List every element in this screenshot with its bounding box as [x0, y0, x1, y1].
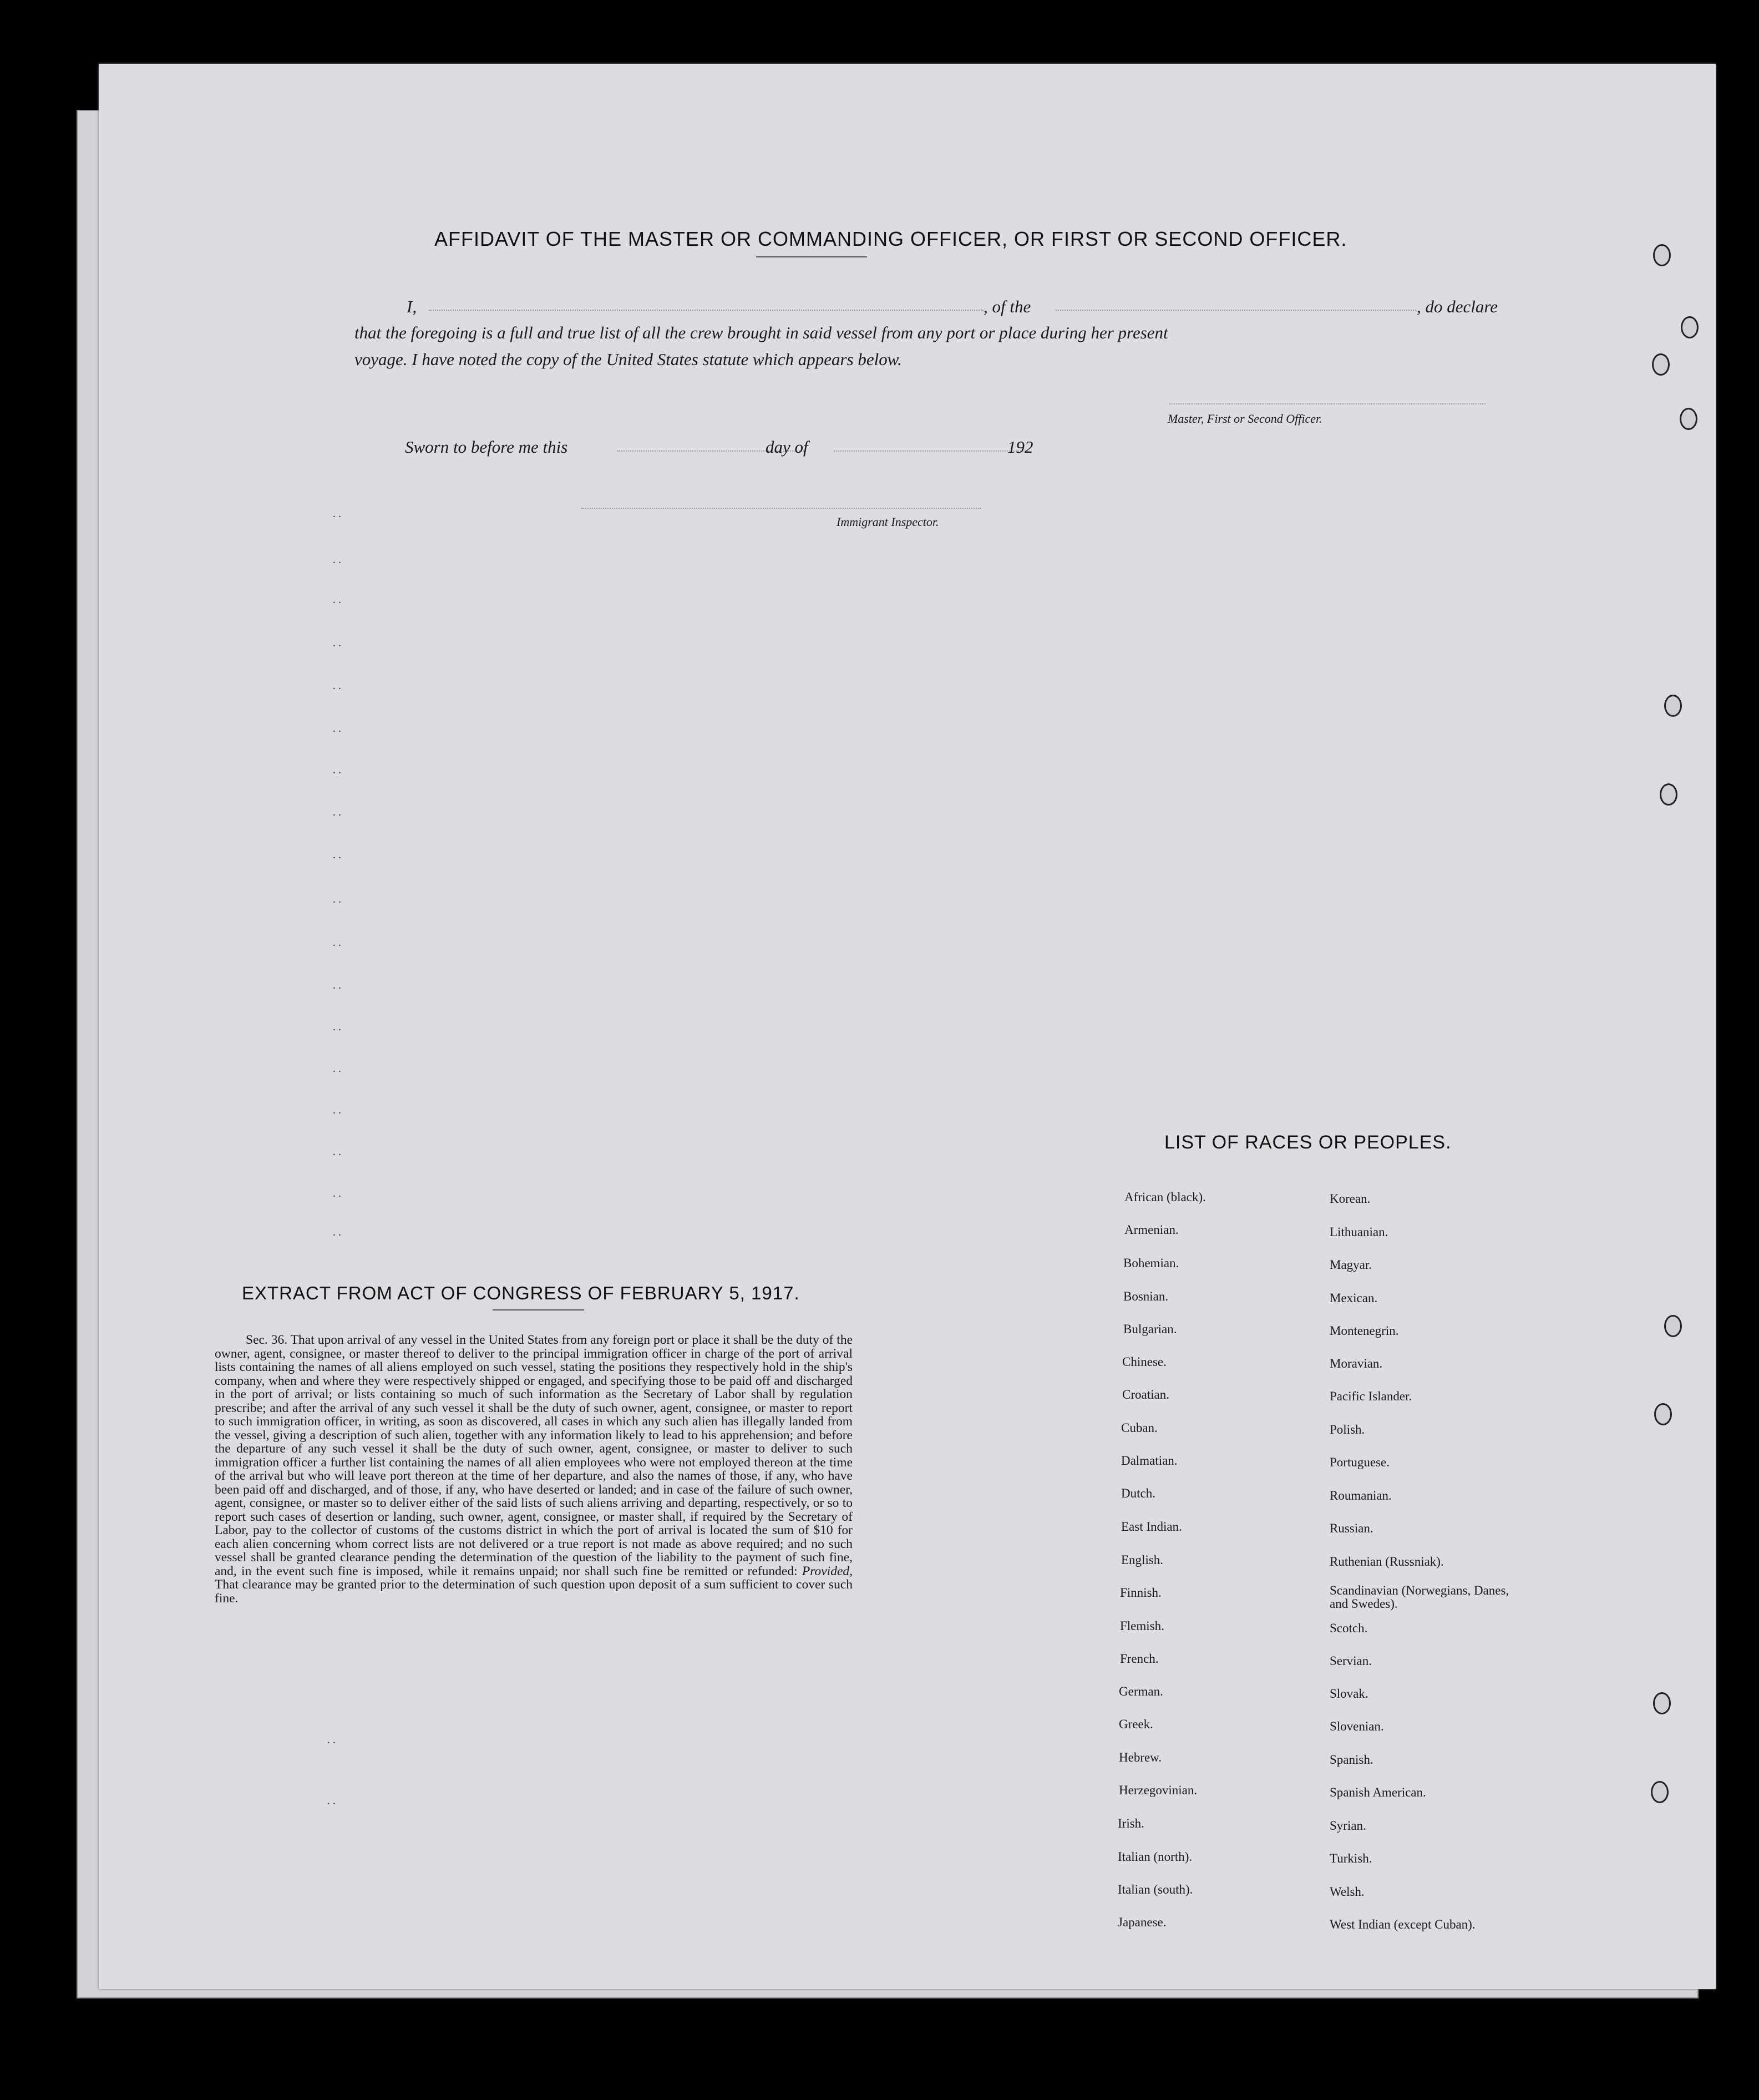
punch-hole [1652, 353, 1670, 376]
margin-mark: . . [333, 680, 341, 692]
day-of-text: day of [766, 437, 808, 457]
margin-mark: . . [333, 1021, 341, 1033]
declaration-of-the: , of the [984, 297, 1031, 316]
margin-mark: . . [333, 554, 341, 566]
declaration-i: I, [407, 297, 417, 316]
punch-hole [1654, 1403, 1672, 1425]
margin-mark: . . [333, 937, 341, 949]
margin-mark: . . [333, 893, 341, 905]
race-right: Spanish American. [1330, 1785, 1426, 1799]
race-right: Moravian. [1330, 1357, 1383, 1370]
race-left: Armenian. [1124, 1223, 1179, 1237]
race-left: Italian (south). [1118, 1883, 1193, 1896]
races-title: LIST OF RACES OR PEOPLES. [1164, 1132, 1452, 1153]
race-right: Slovenian. [1330, 1719, 1384, 1733]
margin-mark: . . [333, 594, 341, 606]
declaration-do-declare: , do declare [1417, 297, 1498, 316]
race-left: East Indian. [1121, 1520, 1182, 1534]
race-left: Hebrew. [1119, 1750, 1162, 1764]
race-right: Mexican. [1330, 1291, 1378, 1305]
race-left: Italian (north). [1118, 1850, 1193, 1864]
race-left: Herzegovinian. [1119, 1783, 1198, 1797]
race-right: Russian. [1330, 1521, 1373, 1535]
race-right: Korean. [1330, 1192, 1371, 1206]
race-left: Bosnian. [1123, 1289, 1169, 1303]
race-right: Syrian. [1330, 1819, 1366, 1833]
vessel-blank [1056, 310, 1416, 311]
race-right: Roumanian. [1330, 1489, 1392, 1502]
punch-hole [1680, 408, 1697, 430]
race-left: Finnish. [1120, 1586, 1162, 1600]
race-left: Cuban. [1121, 1421, 1158, 1435]
race-right: Portuguese. [1330, 1455, 1390, 1469]
name-blank [429, 310, 984, 311]
race-right: Ruthenian (Russniak). [1330, 1555, 1444, 1568]
race-right: Magyar. [1330, 1258, 1372, 1272]
declaration-line-2: that the foregoing is a full and true list of all the crew brought in said vessel from any port or place during her present [354, 323, 1168, 342]
race-right: Slovak. [1330, 1687, 1368, 1701]
race-left: German. [1119, 1684, 1163, 1698]
punch-hole [1653, 244, 1671, 266]
race-right: Montenegrin. [1330, 1324, 1399, 1338]
race-left: Japanese. [1118, 1915, 1167, 1929]
race-left: French. [1120, 1652, 1159, 1666]
race-left: African (black). [1124, 1190, 1206, 1204]
margin-mark: . . [333, 1226, 341, 1238]
race-right: Pacific Islander. [1330, 1389, 1412, 1403]
race-left: Croatian. [1122, 1388, 1169, 1401]
margin-mark: . . [333, 722, 341, 735]
affidavit-title: AFFIDAVIT OF THE MASTER OR COMMANDING OFFICER, OR FIRST OR SECOND OFFICER. [434, 227, 1347, 250]
inspector-caption: Immigrant Inspector. [837, 515, 939, 529]
punch-hole [1653, 1692, 1671, 1714]
statute-conclusion: That clearance may be granted prior to the determination of such question upon deposit of a sum sufficient to cover such fine. [215, 1577, 853, 1606]
race-left: Bohemian. [1123, 1256, 1179, 1270]
margin-mark: . . [333, 1187, 341, 1200]
race-left: Chinese. [1122, 1355, 1167, 1369]
statute-text [215, 1333, 853, 1605]
race-right: Turkish. [1330, 1851, 1372, 1865]
race-left: English. [1121, 1553, 1164, 1567]
statute-body: That upon arrival of any vessel in the United States from any foreign port or place it shall be the duty of the owner, agent, consignee, or master thereof to deliver to the principal immigration officer in charge of the port of arrival lists containing the names of all aliens employed on such vessel, stating the positions they respectively hold in the ship's company, when and where they were respectively shipped or engaged, and specifying those to be paid off and discharged in the port of arrival; or lists containing so much of such information as the Secretary of Labor shall by regulation prescribe; and after the arrival of any such vessel it shall be the duty of such owner, agent, consignee, or master to report to such immigration officer, in writing, as soon as discovered, all cases in which any such alien has illegally landed from the vessel, giving a description of such alien, together with any information likely to lead to his apprehension; and before the departure of any such vessel it shall be the duty of such owner, agent, consignee, or master to deliver to such immigration officer a further list containing the names of all alien employees who were not employed thereon at the time of the arrival but who will leave port thereon at the time of her departure, and also the names of those, if any, who have been paid off and discharged, and of those, if any, who have deserted or landed; and in case of the failure of such owner, agent, consignee, or master so to deliver either of the said lists of such aliens arriving and departing, respectively, or so to report such cases of desertion or landing, such owner, agent, consignee, or master shall, if required by the Secretary of Labor, pay to the collector of customs of the customs district in which the port of arrival is located the sum of $10 for each alien concerning whom correct lists are not delivered or a true report is not made as above required; and no such vessel shall be granted clearance pending the determination of the question of the liability to the payment of such fine, and, in the event such fine is imposed, while it remains unpaid; nor shall such fine be remitted or refunded: [215, 1333, 853, 1578]
margin-mark: . . [333, 849, 341, 861]
margin-mark: . . [333, 1104, 341, 1116]
race-left: Flemish. [1120, 1619, 1164, 1633]
margin-mark: . . [327, 1795, 336, 1807]
extract-title-underline [493, 1309, 584, 1310]
sworn-text: Sworn to before me this [405, 437, 568, 457]
margin-mark: . . [333, 806, 341, 818]
section-label: Sec. 36. [246, 1333, 288, 1347]
race-left: Bulgarian. [1123, 1322, 1177, 1336]
year-prefix: 192 [1007, 437, 1033, 457]
race-right: Welsh. [1330, 1885, 1365, 1899]
margin-mark: . . [333, 1146, 341, 1158]
punch-hole [1651, 1781, 1669, 1803]
inspector-signature-blank [581, 508, 981, 509]
margin-mark: . . [333, 508, 341, 520]
form-page [99, 64, 1716, 1989]
punch-hole [1681, 316, 1699, 338]
declaration-line-3: voyage. I have noted the copy of the United States statute which appears below. [354, 350, 902, 369]
margin-mark: . . [333, 764, 341, 776]
race-left: Irish. [1118, 1816, 1144, 1830]
race-right: Spanish. [1330, 1753, 1373, 1767]
signature-caption: Master, First or Second Officer. [1168, 412, 1322, 426]
margin-mark: . . [327, 1734, 336, 1746]
race-right: Scotch. [1330, 1621, 1368, 1635]
punch-hole [1664, 1315, 1682, 1337]
punch-hole [1664, 695, 1682, 717]
race-right: Lithuanian. [1330, 1225, 1388, 1239]
margin-mark: . . [333, 637, 341, 649]
provided-word: Provided, [802, 1563, 853, 1578]
signature-blank [1169, 403, 1486, 404]
race-left: Greek. [1119, 1717, 1153, 1731]
punch-hole [1660, 783, 1677, 806]
extract-title: EXTRACT FROM ACT OF CONGRESS OF FEBRUARY 5, 1917. [242, 1283, 800, 1303]
race-right: Polish. [1330, 1423, 1365, 1436]
race-left: Dutch. [1121, 1486, 1155, 1500]
month-blank [834, 451, 1028, 452]
margin-mark: . . [333, 1062, 341, 1075]
race-left: Dalmatian. [1121, 1454, 1178, 1468]
title-underline [756, 256, 867, 257]
race-right: Servian. [1330, 1654, 1372, 1668]
race-right: West Indian (except Cuban). [1330, 1917, 1476, 1931]
race-right: Scandinavian (Norwegians, Danes, and Swedes). [1330, 1583, 1509, 1611]
margin-mark: . . [333, 979, 341, 991]
